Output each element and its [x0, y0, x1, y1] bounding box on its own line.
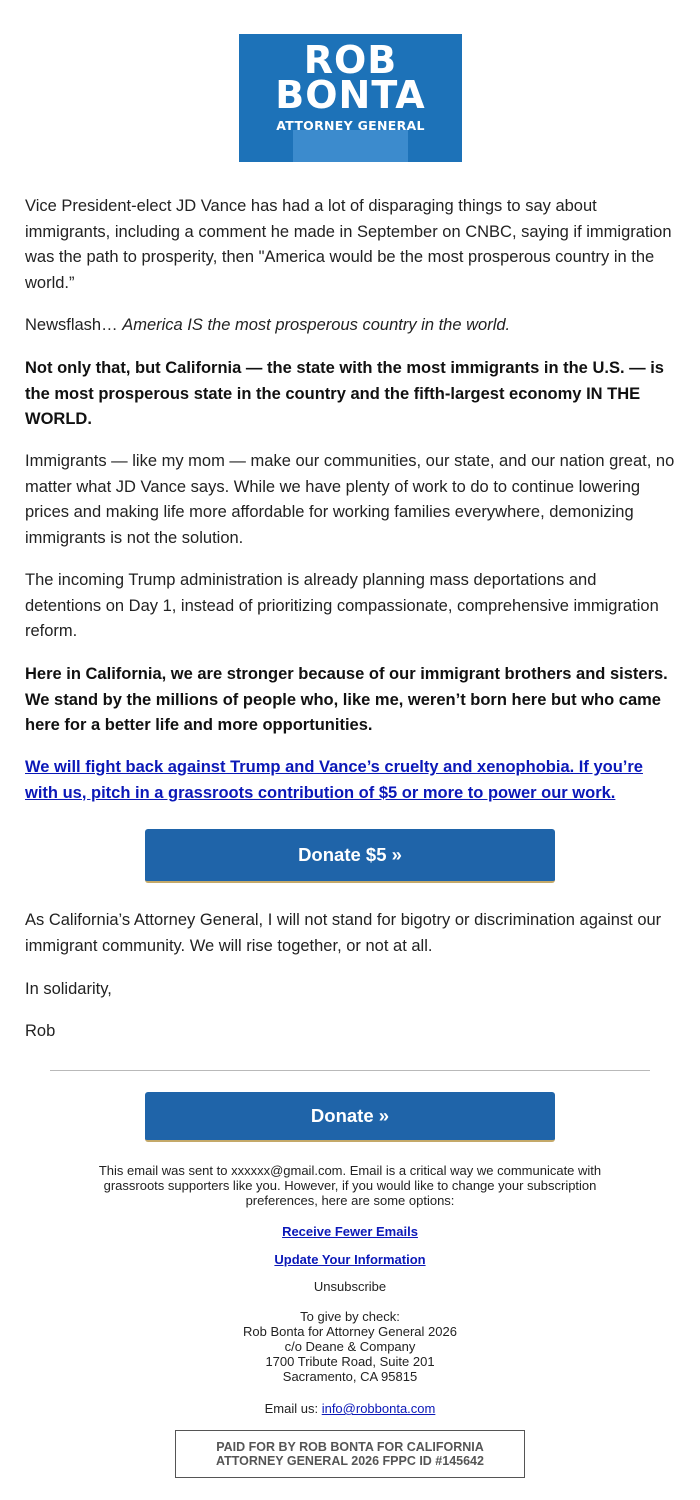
- newsflash-italic: America IS the most prosperous country in the world.: [122, 316, 511, 334]
- email-us-label: Email us:: [264, 1401, 322, 1416]
- logo-line-bonta: BONTA: [275, 73, 426, 117]
- check-heading: To give by check:: [300, 1309, 400, 1324]
- paid-for-line-2: ATTORNEY GENERAL 2026 FPPC ID #145642: [216, 1454, 484, 1468]
- cta-contribution-link[interactable]: We will fight back against Trump and Vance’s cruelty and xenophobia. If you’re with us, pitch in a grassroots contribution of $5 or more to power our work.: [25, 758, 643, 802]
- unsubscribe-link[interactable]: Unsubscribe: [313, 1279, 387, 1294]
- logo-accent-bar: [293, 130, 408, 162]
- paragraph-attorney-general: As California’s Attorney General, I will not stand for bigotry or discrimination against our immigrant community. We will rise together, or not at all.: [25, 911, 662, 955]
- donate-5-button[interactable]: Donate $5 »: [145, 829, 555, 883]
- contact-email-row: [0, 1401, 700, 1416]
- cta-paragraph: [25, 755, 675, 806]
- unsubscribe-row: [0, 1279, 700, 1294]
- fewer-emails-row: [0, 1224, 700, 1239]
- update-info-row: [0, 1252, 700, 1267]
- paragraph-trump-administration: The incoming Trump administration is already planning mass deportations and detentions on Day 1, instead of prioritizing compassionate, comprehensive immigration reform.: [25, 571, 659, 640]
- contact-email-link[interactable]: info@robbonta.com: [321, 1401, 436, 1416]
- paragraph-stronger-together: Here in California, we are stronger because of our immigrant brothers and sisters. We stand by the millions of people who, like me, weren’t born here but who came here for a better life and more opportunities.: [25, 665, 668, 734]
- paragraph-newsflash: [25, 313, 675, 339]
- update-information-link[interactable]: Update Your Information: [274, 1252, 426, 1267]
- footer-divider: [50, 1070, 650, 1071]
- paragraph-vance-comment: Vice President-elect JD Vance has had a lot of disparaging things to say about immigrants, including a comment he made in September on CNBC, saying if immigration was the path to prosperity, then "America would be the most prosperous country in the world.”: [25, 197, 672, 292]
- signoff-text: In solidarity,: [25, 980, 112, 998]
- logo-line-rob: ROB: [303, 38, 398, 82]
- paid-for-disclaimer: [175, 1430, 525, 1478]
- address-line-1: Rob Bonta for Attorney General 2026: [243, 1324, 457, 1339]
- check-address-block: [0, 1309, 700, 1384]
- signature-text: Rob: [25, 1022, 56, 1040]
- rob-bonta-logo: [239, 34, 462, 162]
- address-line-2: c/o Deane & Company: [284, 1339, 416, 1354]
- subscription-notice: This email was sent to xxxxxx@gmail.com. Email is a critical way we communicate with grassroots supporters like you. However, if you would like to change your subscription preferences, here are some options:: [98, 1163, 602, 1208]
- receive-fewer-emails-link[interactable]: Receive Fewer Emails: [282, 1224, 418, 1239]
- address-line-4: Sacramento, CA 95815: [282, 1369, 418, 1384]
- paragraph-california-economy: Not only that, but California — the state with the most immigrants in the U.S. — is the most prosperous state in the country and the fifth-largest economy IN THE WORLD.: [25, 359, 664, 428]
- donate-button[interactable]: Donate »: [145, 1092, 555, 1142]
- newsflash-lead: Newsflash…: [25, 316, 123, 334]
- address-line-3: 1700 Tribute Road, Suite 201: [265, 1354, 435, 1369]
- paid-for-line-1: PAID FOR BY ROB BONTA FOR CALIFORNIA: [216, 1440, 484, 1454]
- paragraph-immigrants-mom: Immigrants — like my mom — make our communities, our state, and our nation great, no matter what JD Vance says. While we have plenty of work to do to continue lowering prices and making life more affordable for working families everywhere, demonizing immigrants is not the solution.: [25, 452, 675, 547]
- logo-line-attorney-general: ATTORNEY GENERAL: [276, 118, 425, 133]
